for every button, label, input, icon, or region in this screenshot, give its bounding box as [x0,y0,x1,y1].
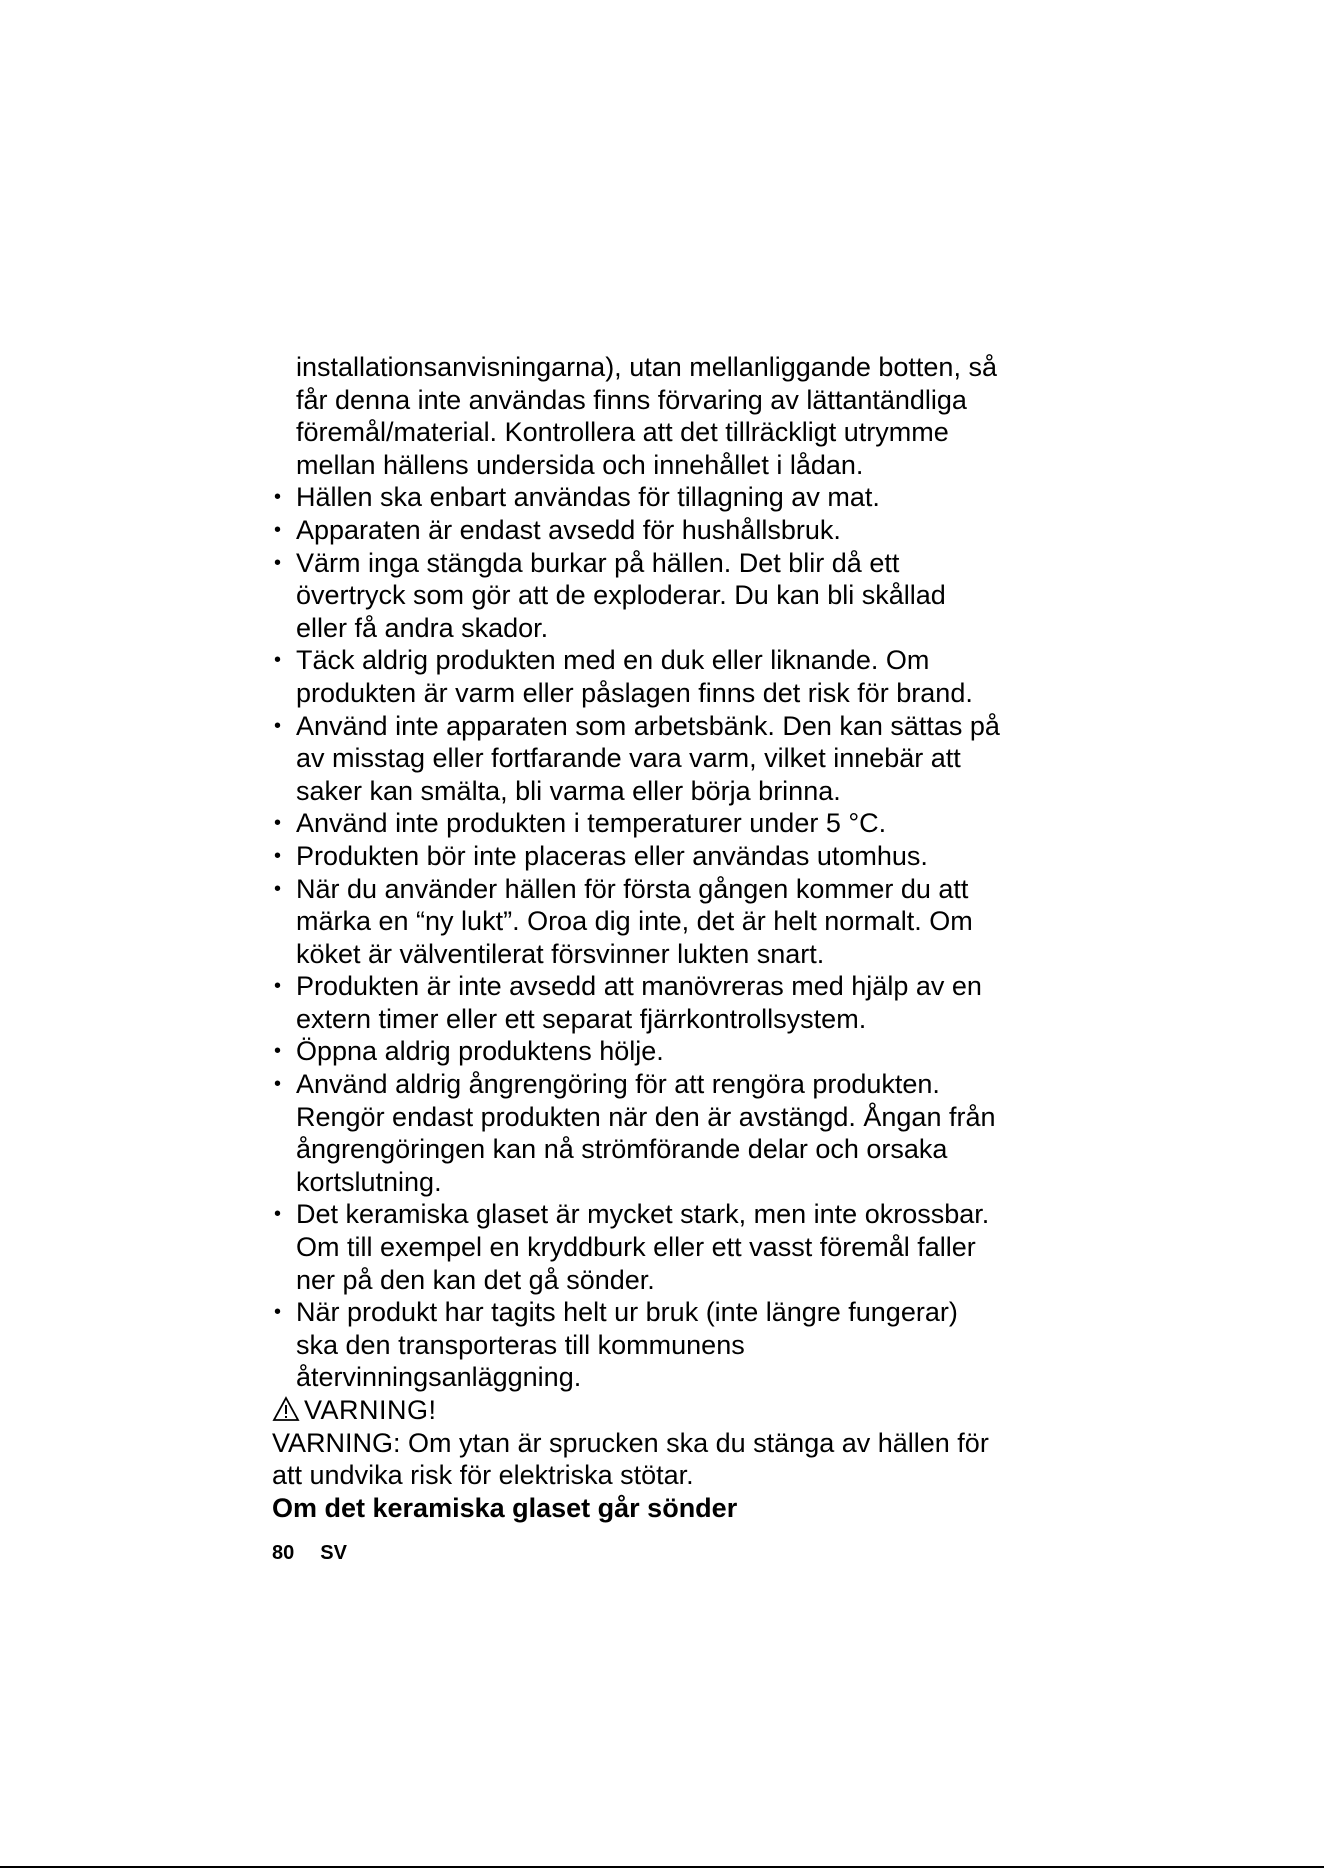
text-line: märka en “ny lukt”. Oroa dig inte, det är helt normalt. Om [296,906,973,937]
text-line: Använd inte apparaten som arbetsbänk. Den kan sättas på [296,710,1000,741]
text-line: Apparaten är endast avsedd för hushållsbruk. [296,514,841,545]
list-item [272,1198,1072,1296]
text-line: saker kan smälta, bli varma eller börja brinna. [296,775,841,806]
warning-text [272,1427,1072,1492]
list-item [272,873,1072,971]
bullet-dot: • [274,714,282,737]
text-line: Använd inte produkten i temperaturer under 5 °C. [296,808,887,839]
list-item-text [296,482,880,512]
list-item [272,1068,1072,1198]
list-item [272,547,1072,645]
text-line: Produkten är inte avsedd att manövreras med hjälp av en [296,971,982,1002]
text-line: ner på den kan det gå sönder. [296,1264,655,1295]
bullet-dot: • [274,486,282,509]
list-item-text [296,971,982,1034]
text-line: Täck aldrig produkten med en duk eller liknande. Om [296,645,930,676]
bullet-dot: • [274,1073,282,1096]
bullet-dot: • [274,1203,282,1226]
text-line: föremål/material. Kontrollera att det tillräckligt utrymme [296,417,949,448]
list-item-text [296,1199,989,1294]
text-line: köket är välventilerat försvinner lukten snart. [296,938,825,969]
bullet-dot: • [274,877,282,900]
intro-paragraph [272,351,1072,481]
text-line: extern timer eller ett separat fjärrkontrollsystem. [296,1003,867,1034]
list-item-text [296,711,1000,806]
list-item [272,644,1072,709]
list-item-text [296,874,973,969]
text-line: återvinningsanläggning. [296,1362,582,1393]
text-line: När produkt har tagits helt ur bruk (inte längre fungerar) [296,1297,958,1328]
text-line: att undvika risk för elektriska stötar. [272,1460,694,1491]
bullet-list [272,481,1072,1394]
warning-heading-text: VARNING! [304,1395,437,1425]
list-item-text [296,515,841,545]
list-item [272,1035,1072,1068]
text-line: av misstag eller fortfarande vara varm, vilket innebär att [296,743,961,774]
page-footer [272,1542,347,1565]
list-item [272,514,1072,547]
document-body [272,351,1072,1524]
list-item [272,840,1072,873]
text-line: Det keramiska glaset är mycket stark, men inte okrossbar. [296,1199,990,1230]
text-line: När du använder hällen för första gången kommer du att [296,873,969,904]
text-line: får denna inte användas finns förvaring av lättantändliga [296,384,967,415]
list-item [272,1296,1072,1394]
text-line: Om till exempel en kryddburk eller ett vasst föremål faller [296,1232,976,1263]
list-item [272,710,1072,808]
text-line: Använd aldrig ångrengöring för att rengöra produkten. [296,1069,940,1100]
text-line: kortslutning. [296,1166,442,1197]
page-number: 80 [272,1542,295,1564]
list-item-text [296,645,973,708]
list-item-text [296,1036,664,1066]
section-heading: Om det keramiska glaset går sönder [272,1492,738,1523]
list-item-text [296,548,946,643]
list-item [272,970,1072,1035]
list-item-text [296,808,886,838]
bullet-dot: • [274,844,282,867]
page-language: SV [320,1542,347,1564]
text-line: Rengör endast produkten när den är avstängd. Ångan från [296,1101,996,1132]
bullet-dot: • [274,1301,282,1324]
bullet-dot: • [274,812,282,835]
text-line: Öppna aldrig produktens hölje. [296,1036,664,1067]
list-item [272,481,1072,514]
warning-heading [272,1394,1072,1427]
text-line: produkten är varm eller påslagen finns det risk för brand. [296,677,973,708]
warning-triangle-icon [272,1396,300,1422]
text-line: Hällen ska enbart användas för tillagning av mat. [296,482,880,513]
bullet-dot: • [274,551,282,574]
text-line: eller få andra skador. [296,612,549,643]
list-item-text [296,1297,958,1392]
text-line: installationsanvisningarna), utan mellanliggande botten, så [296,352,997,382]
bullet-dot: • [274,649,282,672]
bullet-dot: • [274,975,282,998]
text-line: ska den transporteras till kommunens [296,1329,745,1360]
bullet-dot: • [274,1040,282,1063]
text-line: övertryck som gör att de exploderar. Du kan bli skållad [296,580,946,611]
text-line: ångrengöringen kan nå strömförande delar och orsaka [296,1134,948,1165]
text-line: VARNING: Om ytan är sprucken ska du stänga av hällen för [272,1427,989,1458]
bottom-rule [0,1866,1324,1868]
bullet-dot: • [274,518,282,541]
list-item-text [296,841,928,871]
text-line: Produkten bör inte placeras eller användas utomhus. [296,840,928,871]
list-item-text [296,1069,995,1197]
list-item [272,807,1072,840]
text-line: mellan hällens undersida och innehållet i lådan. [296,449,864,480]
text-line: Värm inga stängda burkar på hällen. Det blir då ett [296,547,900,578]
